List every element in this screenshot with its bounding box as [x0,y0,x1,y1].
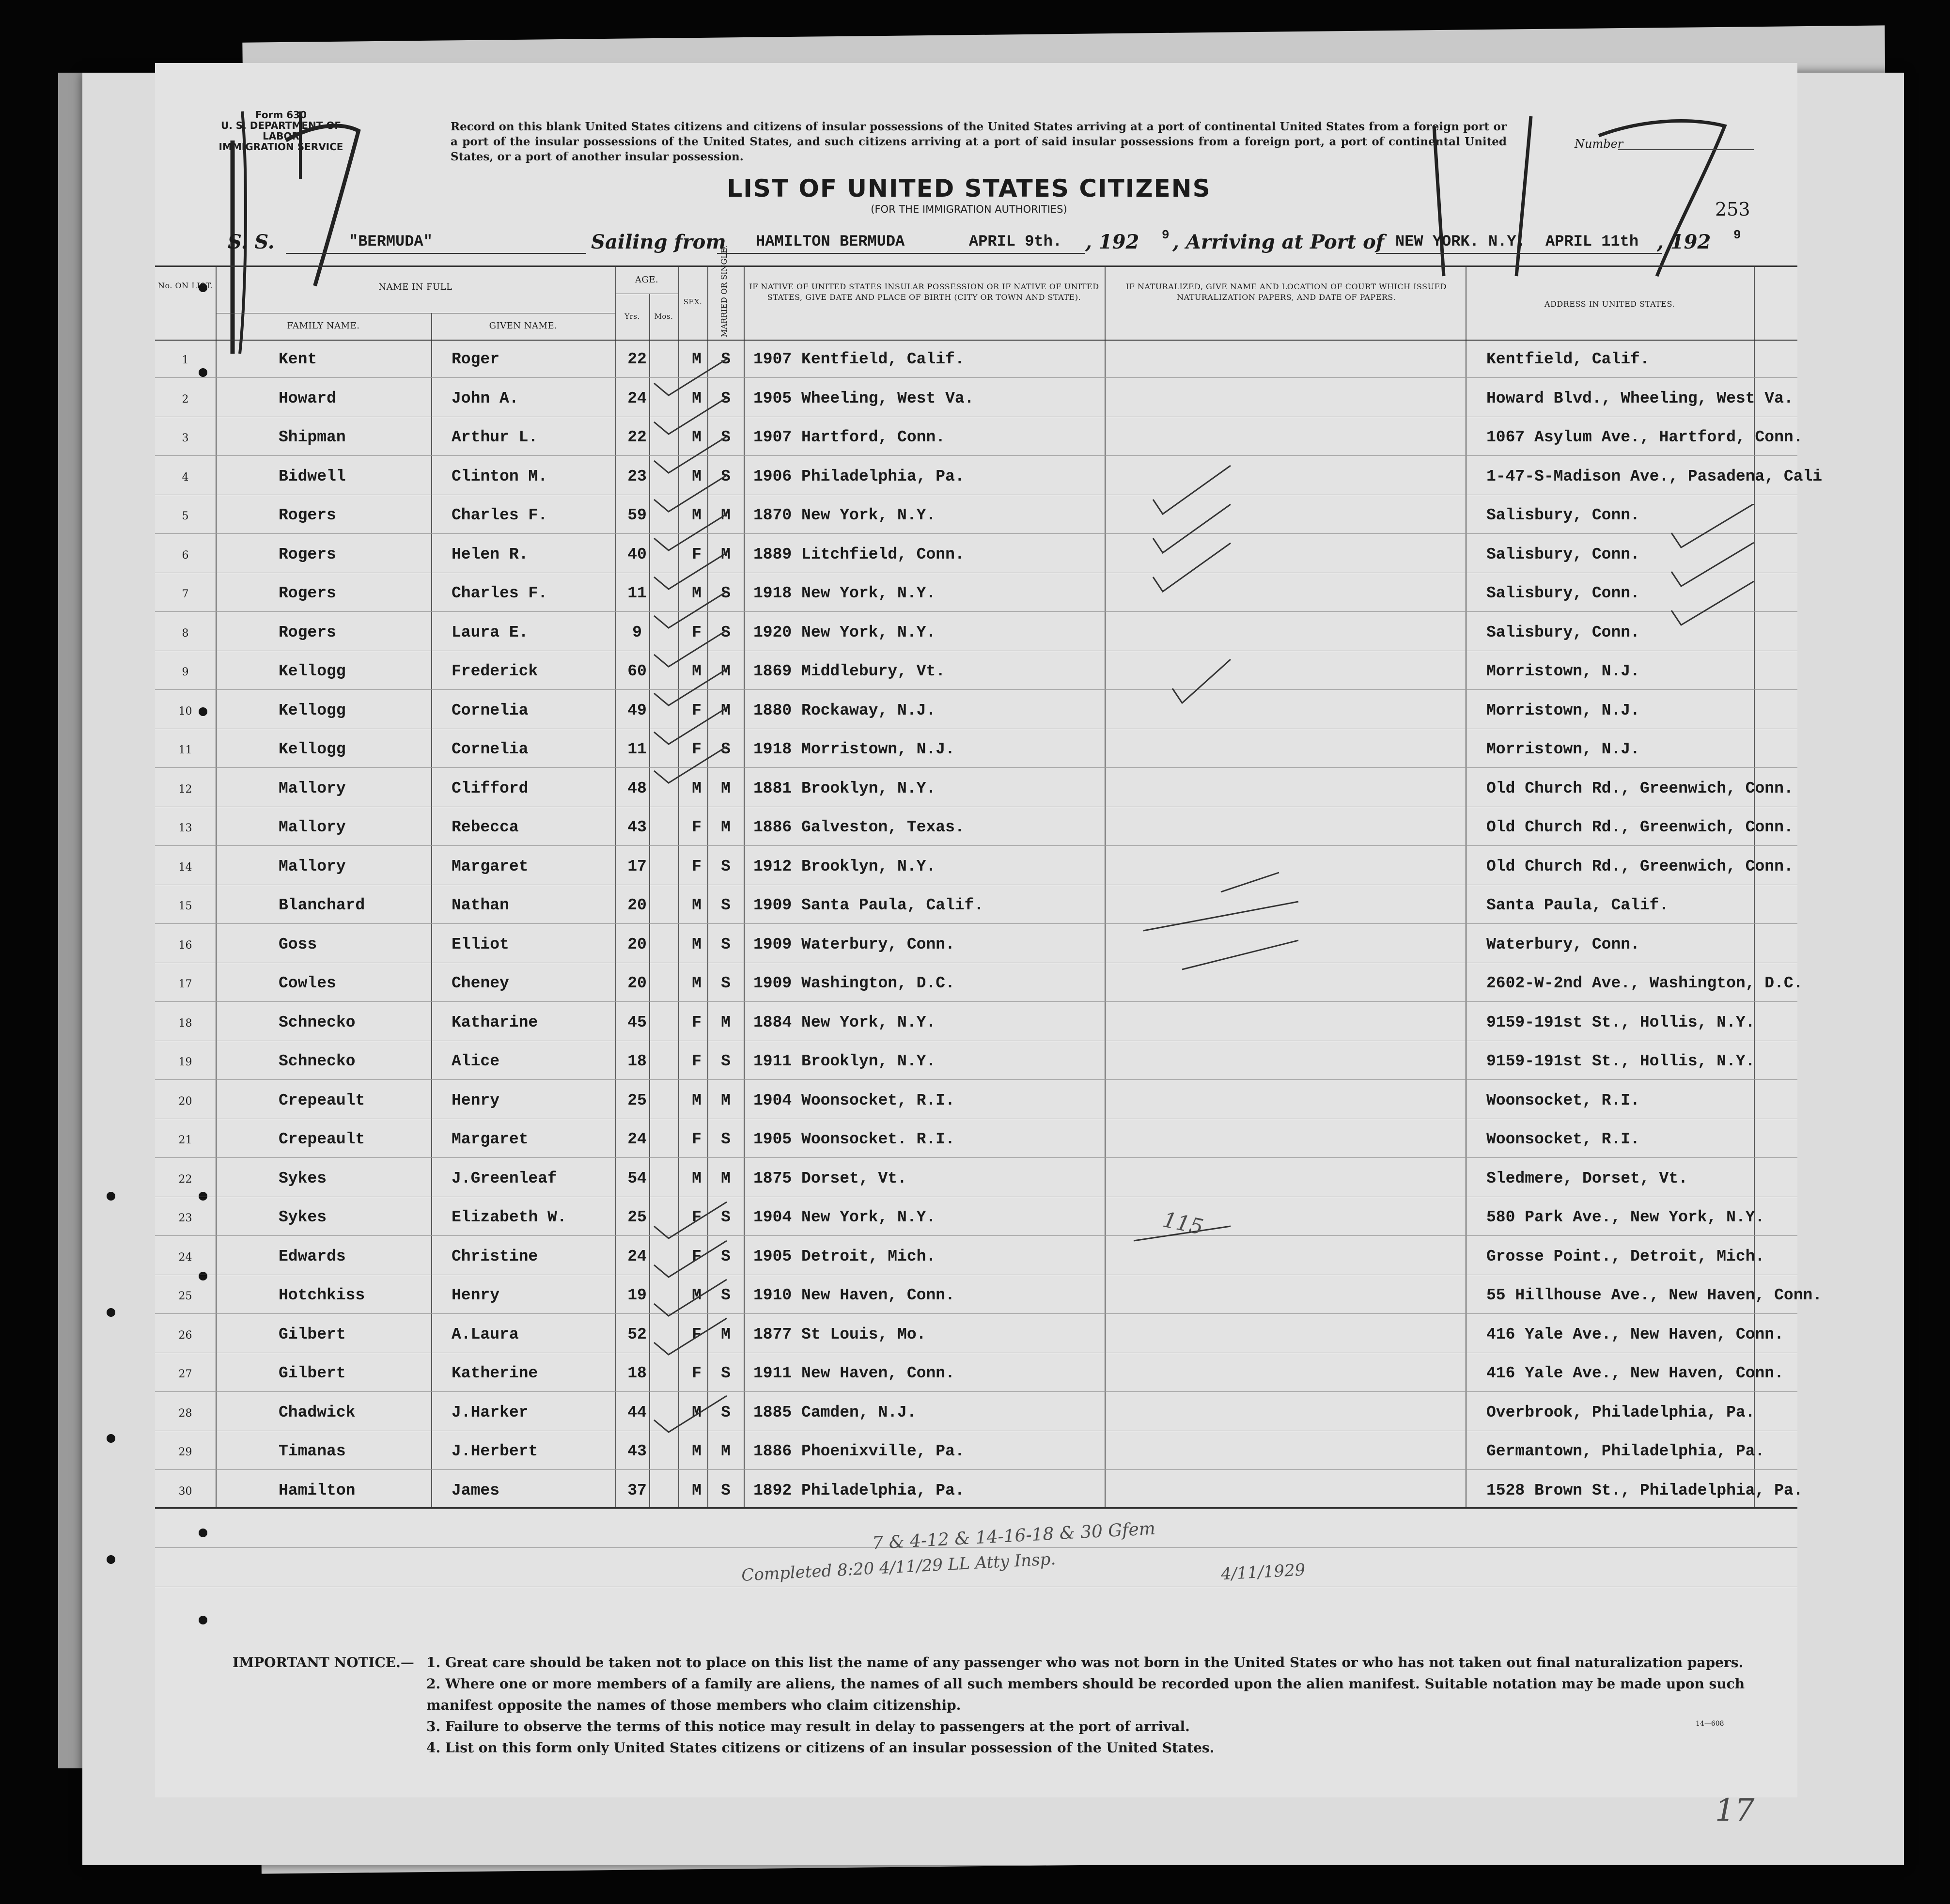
punch-hole [199,1616,207,1624]
check-marks [649,340,1763,1454]
family-name: Sykes [279,1208,327,1226]
header-given-name: GIVEN NAME. [489,321,558,331]
marital-status: M [721,1442,731,1460]
department-name: U. S. DEPARTMENT OF LABOR [220,120,342,142]
given-name: Rebecca [452,818,519,836]
header-sex: SEX. [683,297,702,306]
marital-status: S [721,1247,731,1265]
sex: M [692,1091,702,1109]
ship-name: "BERMUDA" [349,233,433,250]
row-number: 18 [178,1017,192,1030]
sex: F [692,1013,702,1031]
us-address: 416 Yale Ave., New Haven, Conn. [1486,1325,1784,1343]
age-years: 25 [627,1091,647,1109]
form-number: Form 630 [255,109,307,121]
given-name: Cheney [452,974,509,992]
row-number: 20 [178,1095,192,1108]
row-number: 6 [182,549,189,562]
sex: M [692,428,702,446]
birth-date-place: 1904 Woonsocket, R.I. [753,1091,955,1109]
age-years: 24 [627,1130,647,1148]
given-name: Cornelia [452,740,529,758]
us-address: Howard Blvd., Wheeling, West Va. [1486,389,1794,407]
birth-date-place: 1904 New York, N.Y. [753,1208,936,1226]
header-family-name: FAMILY NAME. [287,321,360,331]
family-name: Rogers [279,623,336,641]
row-number: 14 [178,861,192,874]
age-years: 52 [627,1325,647,1343]
age-years: 18 [627,1364,647,1382]
marital-status: S [721,1364,731,1382]
sex: F [692,1325,702,1343]
family-name: Crepeault [279,1130,365,1148]
year-digit: 9 [1162,228,1170,242]
marital-status: S [721,389,731,407]
arrival-date: APRIL 11th [1545,233,1639,250]
family-name: Cowles [279,974,336,992]
row-number: 22 [178,1173,192,1186]
birth-date-place: 1909 Santa Paula, Calif. [753,896,984,914]
us-address: Waterbury, Conn. [1486,935,1640,953]
sailing-date: APRIL 9th. [969,233,1062,250]
age-years: 59 [627,506,647,524]
given-name: A.Laura [452,1325,519,1343]
row-number: 21 [178,1134,192,1146]
us-address: Morristown, N.J. [1486,701,1640,719]
row-number: 13 [178,822,192,834]
row-number: 16 [178,939,192,952]
age-years: 54 [627,1169,647,1187]
given-name: Henry [452,1091,500,1109]
number-label: Number [1575,137,1623,151]
marital-status: M [721,662,731,680]
marital-status: M [721,1169,731,1187]
service-name: IMMIGRATION SERVICE [218,141,343,153]
birth-date-place: 1909 Waterbury, Conn. [753,935,955,953]
us-address: Germantown, Philadelphia, Pa. [1486,1442,1765,1460]
sex: F [692,1130,702,1148]
marital-status: S [721,1481,731,1499]
birth-date-place: 1920 New York, N.Y. [753,623,936,641]
row-number: 3 [182,432,189,444]
family-name: Blanchard [279,896,365,914]
us-address: 9159-191st St., Hollis, N.Y. [1486,1052,1755,1070]
age-years: 44 [627,1403,647,1421]
family-name: Kellogg [279,662,346,680]
corner-mark: 17 [1715,1793,1755,1828]
sex: M [692,1286,702,1304]
page-number: 253 [1715,199,1750,220]
arriving-label: , Arriving at Port of [1172,231,1385,253]
sex: M [692,1481,702,1499]
row-number: 19 [178,1056,192,1068]
birth-date-place: 1875 Dorset, Vt. [753,1169,907,1187]
sex: M [692,1442,702,1460]
us-address: 580 Park Ave., New York, N.Y. [1486,1208,1765,1226]
birth-date-place: 1886 Phoenixville, Pa. [753,1442,965,1460]
sailing-from-port: HAMILTON BERMUDA [756,233,905,250]
given-name: Christine [452,1247,538,1265]
header-no: No. ON LIST. [157,281,213,290]
birth-date-place: 1885 Camden, N.J. [753,1403,917,1421]
number-field-line [1618,149,1754,150]
sailing-from-label: Sailing from [591,231,726,253]
given-name: J.Harker [452,1403,529,1421]
sex: M [692,584,702,602]
record-notice: Record on this blank United States citizens and citizens of insular possessions of the United States arriving at a port of continental United States from a foreign port or a port of the insular possessions of the United States, and such citizens arriving at a port of said insular possessions from a foreign port, a port of continental United States, or a port of another insular possession. [451,120,1507,163]
header-yrs: Yrs. [624,312,640,321]
notice-item-3: 3. Failure to observe the terms of this notice may result in delay to passengers at the port of arrival. [426,1718,1190,1734]
row-number: 17 [178,978,192,990]
age-years: 49 [627,701,647,719]
us-address: 1-47-S-Madison Ave., Pasadena, Cali [1486,467,1823,485]
sex: F [692,623,702,641]
birth-date-place: 1870 New York, N.Y. [753,506,936,524]
row-number: 29 [178,1446,192,1458]
handwritten-count: 115 [1160,1207,1206,1240]
family-name: Bidwell [279,467,346,485]
us-address: Overbrook, Philadelphia, Pa. [1486,1403,1755,1421]
age-years: 45 [627,1013,647,1031]
marital-status: S [721,584,731,602]
page-subtitle: (FOR THE IMMIGRATION AUTHORITIES) [871,203,1067,215]
family-name: Gilbert [279,1325,346,1343]
marital-status: S [721,1286,731,1304]
ss-label: S. S. [228,231,275,253]
marital-status: S [721,974,731,992]
given-name: Charles F. [452,584,548,602]
row-number: 10 [178,705,192,718]
arrival-year-prefix: , 192 [1657,231,1711,253]
age-years: 37 [627,1481,647,1499]
marital-status: S [721,1208,731,1226]
given-name: James [452,1481,500,1499]
us-address: Old Church Rd., Greenwich, Conn. [1486,857,1794,875]
birth-date-place: 1869 Middlebury, Vt. [753,662,946,680]
sex: M [692,389,702,407]
birth-date-place: 1907 Kentfield, Calif. [753,350,965,368]
given-name: John A. [452,389,519,407]
family-name: Rogers [279,545,336,563]
marital-status: S [721,1403,731,1421]
sex: M [692,1169,702,1187]
us-address: Old Church Rd., Greenwich, Conn. [1486,818,1794,836]
us-address: Salisbury, Conn. [1486,584,1640,602]
row-number: 1 [182,354,189,366]
sex: M [692,779,702,797]
family-name: Sykes [279,1169,327,1187]
sex: F [692,1208,702,1226]
us-address: 1528 Brown St., Philadelphia, Pa. [1486,1481,1803,1499]
ship-name-line [286,253,586,254]
given-name: Alice [452,1052,500,1070]
arrival-line [1376,253,1662,254]
arrival-port: NEW YORK. N.Y. [1395,233,1526,250]
marital-status: M [721,1325,731,1343]
punch-hole [107,1555,115,1564]
marital-status: S [721,467,731,485]
given-name: Henry [452,1286,500,1304]
sex: F [692,857,702,875]
sailing-from-line [717,253,1085,254]
row-number: 23 [178,1212,192,1224]
birth-date-place: 1918 Morristown, N.J. [753,740,955,758]
given-name: Katherine [452,1364,538,1382]
row-rule [155,1469,1797,1470]
header-naturalized: IF NATURALIZED, GIVE NAME AND LOCATION OF COURT WHICH ISSUED NATURALIZATION PAPERS, AND DATE OF PAPERS. [1125,282,1447,302]
family-name: Rogers [279,506,336,524]
us-address: Morristown, N.J. [1486,662,1640,680]
age-years: 23 [627,467,647,485]
marital-status: S [721,1130,731,1148]
family-name: Mallory [279,857,346,875]
notice-item-1: 1. Great care should be taken not to place on this list the name of any passenger who was not born in the United States or who has not taken out final naturalization papers. [426,1654,1744,1670]
arrival-year-digit: 9 [1733,228,1741,242]
birth-date-place: 1884 New York, N.Y. [753,1013,936,1031]
marital-status: S [721,740,731,758]
given-name: Elliot [452,935,509,953]
age-years: 18 [627,1052,647,1070]
print-code: 14—608 [1696,1720,1724,1728]
age-years: 20 [627,974,647,992]
us-address: 2602-W-2nd Ave., Washington, D.C. [1486,974,1803,992]
header-address: ADDRESS IN UNITED STATES. [1544,299,1675,309]
sex: F [692,701,702,719]
sex: M [692,662,702,680]
birth-date-place: 1909 Washington, D.C. [753,974,955,992]
family-name: Kellogg [279,701,346,719]
given-name: Elizabeth W. [452,1208,567,1226]
row-number: 7 [182,588,189,600]
row-number: 12 [178,783,192,796]
row-number: 27 [178,1368,192,1380]
birth-date-place: 1877 St Louis, Mo. [753,1325,926,1343]
marital-status: S [721,1052,731,1070]
birth-date-place: 1886 Galveston, Texas. [753,818,965,836]
birth-date-place: 1880 Rockaway, N.J. [753,701,936,719]
age-years: 60 [627,662,647,680]
marital-status: M [721,545,731,563]
family-name: Goss [279,935,317,953]
row-number: 25 [178,1290,192,1302]
family-name: Kellogg [279,740,346,758]
age-years: 20 [627,896,647,914]
sex: F [692,740,702,758]
sex: M [692,1403,702,1421]
family-name: Shipman [279,428,346,446]
us-address: Salisbury, Conn. [1486,506,1640,524]
birth-date-place: 1905 Wheeling, West Va. [753,389,974,407]
marital-status: S [721,428,731,446]
family-name: Timanas [279,1442,346,1460]
handwritten-completed-note: Completed 8:20 4/11/29 LL Atty Insp. [741,1549,1057,1585]
row-number: 30 [178,1485,192,1498]
birth-date-place: 1905 Detroit, Mich. [753,1247,936,1265]
row-number: 28 [178,1407,192,1420]
row-number: 8 [182,627,189,640]
row-number: 2 [182,393,189,406]
us-address: 416 Yale Ave., New Haven, Conn. [1486,1364,1784,1382]
row-number: 11 [178,744,192,756]
punch-hole [199,1529,207,1537]
row-number: 24 [178,1251,192,1264]
age-years: 11 [627,584,647,602]
header-age: AGE. [635,275,659,285]
sex: M [692,350,702,368]
us-address: 55 Hillhouse Ave., New Haven, Conn. [1486,1286,1823,1304]
sex: M [692,506,702,524]
us-address: Salisbury, Conn. [1486,623,1640,641]
us-address: 9159-191st St., Hollis, N.Y. [1486,1013,1755,1031]
sex: F [692,1052,702,1070]
given-name: Clifford [452,779,529,797]
punch-hole [107,1308,115,1317]
age-years: 48 [627,779,647,797]
age-years: 24 [627,1247,647,1265]
sex: M [692,935,702,953]
age-years: 43 [627,1442,647,1460]
given-name: Frederick [452,662,538,680]
marital-status: M [721,701,731,719]
marital-status: M [721,1013,731,1031]
notice-item-4: 4. List on this form only United States citizens or citizens of an insular possession of the United States. [426,1740,1215,1756]
passenger-row [155,1471,1803,1510]
notice-item-2: 2. Where one or more members of a family are aliens, the names of all such members should be recorded upon the alien manifest. Suitable notation may be made upon such manifest opposite the names of those members who claim citizenship. [426,1676,1745,1713]
birth-date-place: 1907 Hartford, Conn. [753,428,946,446]
family-name: Gilbert [279,1364,346,1382]
sex: M [692,896,702,914]
given-name: Katharine [452,1013,538,1031]
birth-date-place: 1918 New York, N.Y. [753,584,936,602]
birth-date-place: 1892 Philadelphia, Pa. [753,1481,965,1499]
sex: F [692,1247,702,1265]
us-address: Santa Paula, Calif. [1486,896,1669,914]
header-name-in-full: NAME IN FULL [378,282,452,292]
marital-status: S [721,935,731,953]
age-years: 20 [627,935,647,953]
birth-date-place: 1889 Litchfield, Conn. [753,545,965,563]
us-address: Old Church Rd., Greenwich, Conn. [1486,779,1794,797]
birth-date-place: 1912 Brooklyn, N.Y. [753,857,936,875]
given-name: Charles F. [452,506,548,524]
family-name: Edwards [279,1247,346,1265]
given-name: Laura E. [452,623,529,641]
age-years: 40 [627,545,647,563]
sex: M [692,467,702,485]
punch-hole [107,1192,115,1201]
row-number: 5 [182,510,189,522]
handwritten-date: 4/11/1929 [1220,1560,1306,1584]
us-address: 1067 Asylum Ave., Hartford, Conn. [1486,428,1803,446]
birth-date-place: 1906 Philadelphia, Pa. [753,467,965,485]
age-years: 25 [627,1208,647,1226]
us-address: Woonsocket, R.I. [1486,1130,1640,1148]
marital-status: M [721,506,731,524]
age-years: 24 [627,389,647,407]
passenger-table [155,245,1823,1509]
family-name: Rogers [279,584,336,602]
address-check-marks [1667,504,1793,698]
header-married: MARRIED OR SINGLE. [719,245,729,337]
sex: F [692,545,702,563]
us-address: Woonsocket, R.I. [1486,1091,1640,1109]
given-name: Roger [452,350,500,368]
family-name: Schnecko [279,1052,356,1070]
age-years: 22 [627,428,647,446]
us-address: Kentfield, Calif. [1486,350,1650,368]
age-years: 17 [627,857,647,875]
marital-status: S [721,857,731,875]
year-prefix: , 192 [1085,231,1139,253]
marital-status: S [721,350,731,368]
marital-status: M [721,1091,731,1109]
age-years: 11 [627,740,647,758]
birth-date-place: 1905 Woonsocket. R.I. [753,1130,955,1148]
age-years: 43 [627,818,647,836]
given-name: Helen R. [452,545,529,563]
family-name: Hamilton [279,1481,356,1499]
sex: F [692,818,702,836]
family-name: Chadwick [279,1403,356,1421]
given-name: Margaret [452,1130,529,1148]
marital-status: M [721,818,731,836]
given-name: Nathan [452,896,509,914]
birth-date-place: 1911 New Haven, Conn. [753,1364,955,1382]
us-address: Salisbury, Conn. [1486,545,1640,563]
header-mos: Mos. [654,312,673,321]
marital-status: S [721,623,731,641]
given-name: Margaret [452,857,529,875]
header-birth: IF NATIVE OF UNITED STATES INSULAR POSSESSION OR IF NATIVE OF UNITED STATES, GIVE DATE AND PLACE OF BIRTH (CITY OR TOWN AND STATE). [749,282,1099,302]
family-name: Mallory [279,818,346,836]
handwritten-row-note: 7 & 4-12 & 14-16-18 & 30 Gfem [872,1518,1156,1554]
marital-status: S [721,896,731,914]
given-name: J.Greenleaf [452,1169,557,1187]
birth-date-place: 1881 Brooklyn, N.Y. [753,779,936,797]
given-name: Arthur L. [452,428,538,446]
us-address: Morristown, N.J. [1486,740,1640,758]
family-name: Howard [279,389,336,407]
age-years: 19 [627,1286,647,1304]
row-number: 26 [178,1329,192,1342]
age-years: 22 [627,350,647,368]
us-address: Grosse Point., Detroit, Mich. [1486,1247,1765,1265]
page-title: LIST OF UNITED STATES CITIZENS [727,174,1211,203]
family-name: Mallory [279,779,346,797]
given-name: Clinton M. [452,467,548,485]
birth-date-place: 1910 New Haven, Conn. [753,1286,955,1304]
birth-date-place: 1911 Brooklyn, N.Y. [753,1052,936,1070]
age-years: 9 [632,623,642,641]
row-number: 15 [178,900,192,912]
notice-heading: IMPORTANT NOTICE.— [233,1654,414,1670]
given-name: J.Herbert [452,1442,538,1460]
sex: M [692,974,702,992]
family-name: Hotchkiss [279,1286,365,1304]
row-number: 9 [182,666,189,678]
punch-hole [107,1434,115,1443]
marital-status: M [721,779,731,797]
sex: F [692,1364,702,1382]
row-number: 4 [182,471,189,484]
family-name: Kent [279,350,317,368]
us-address: Sledmere, Dorset, Vt. [1486,1169,1688,1187]
family-name: Crepeault [279,1091,365,1109]
family-name: Schnecko [279,1013,356,1031]
given-name: Cornelia [452,701,529,719]
